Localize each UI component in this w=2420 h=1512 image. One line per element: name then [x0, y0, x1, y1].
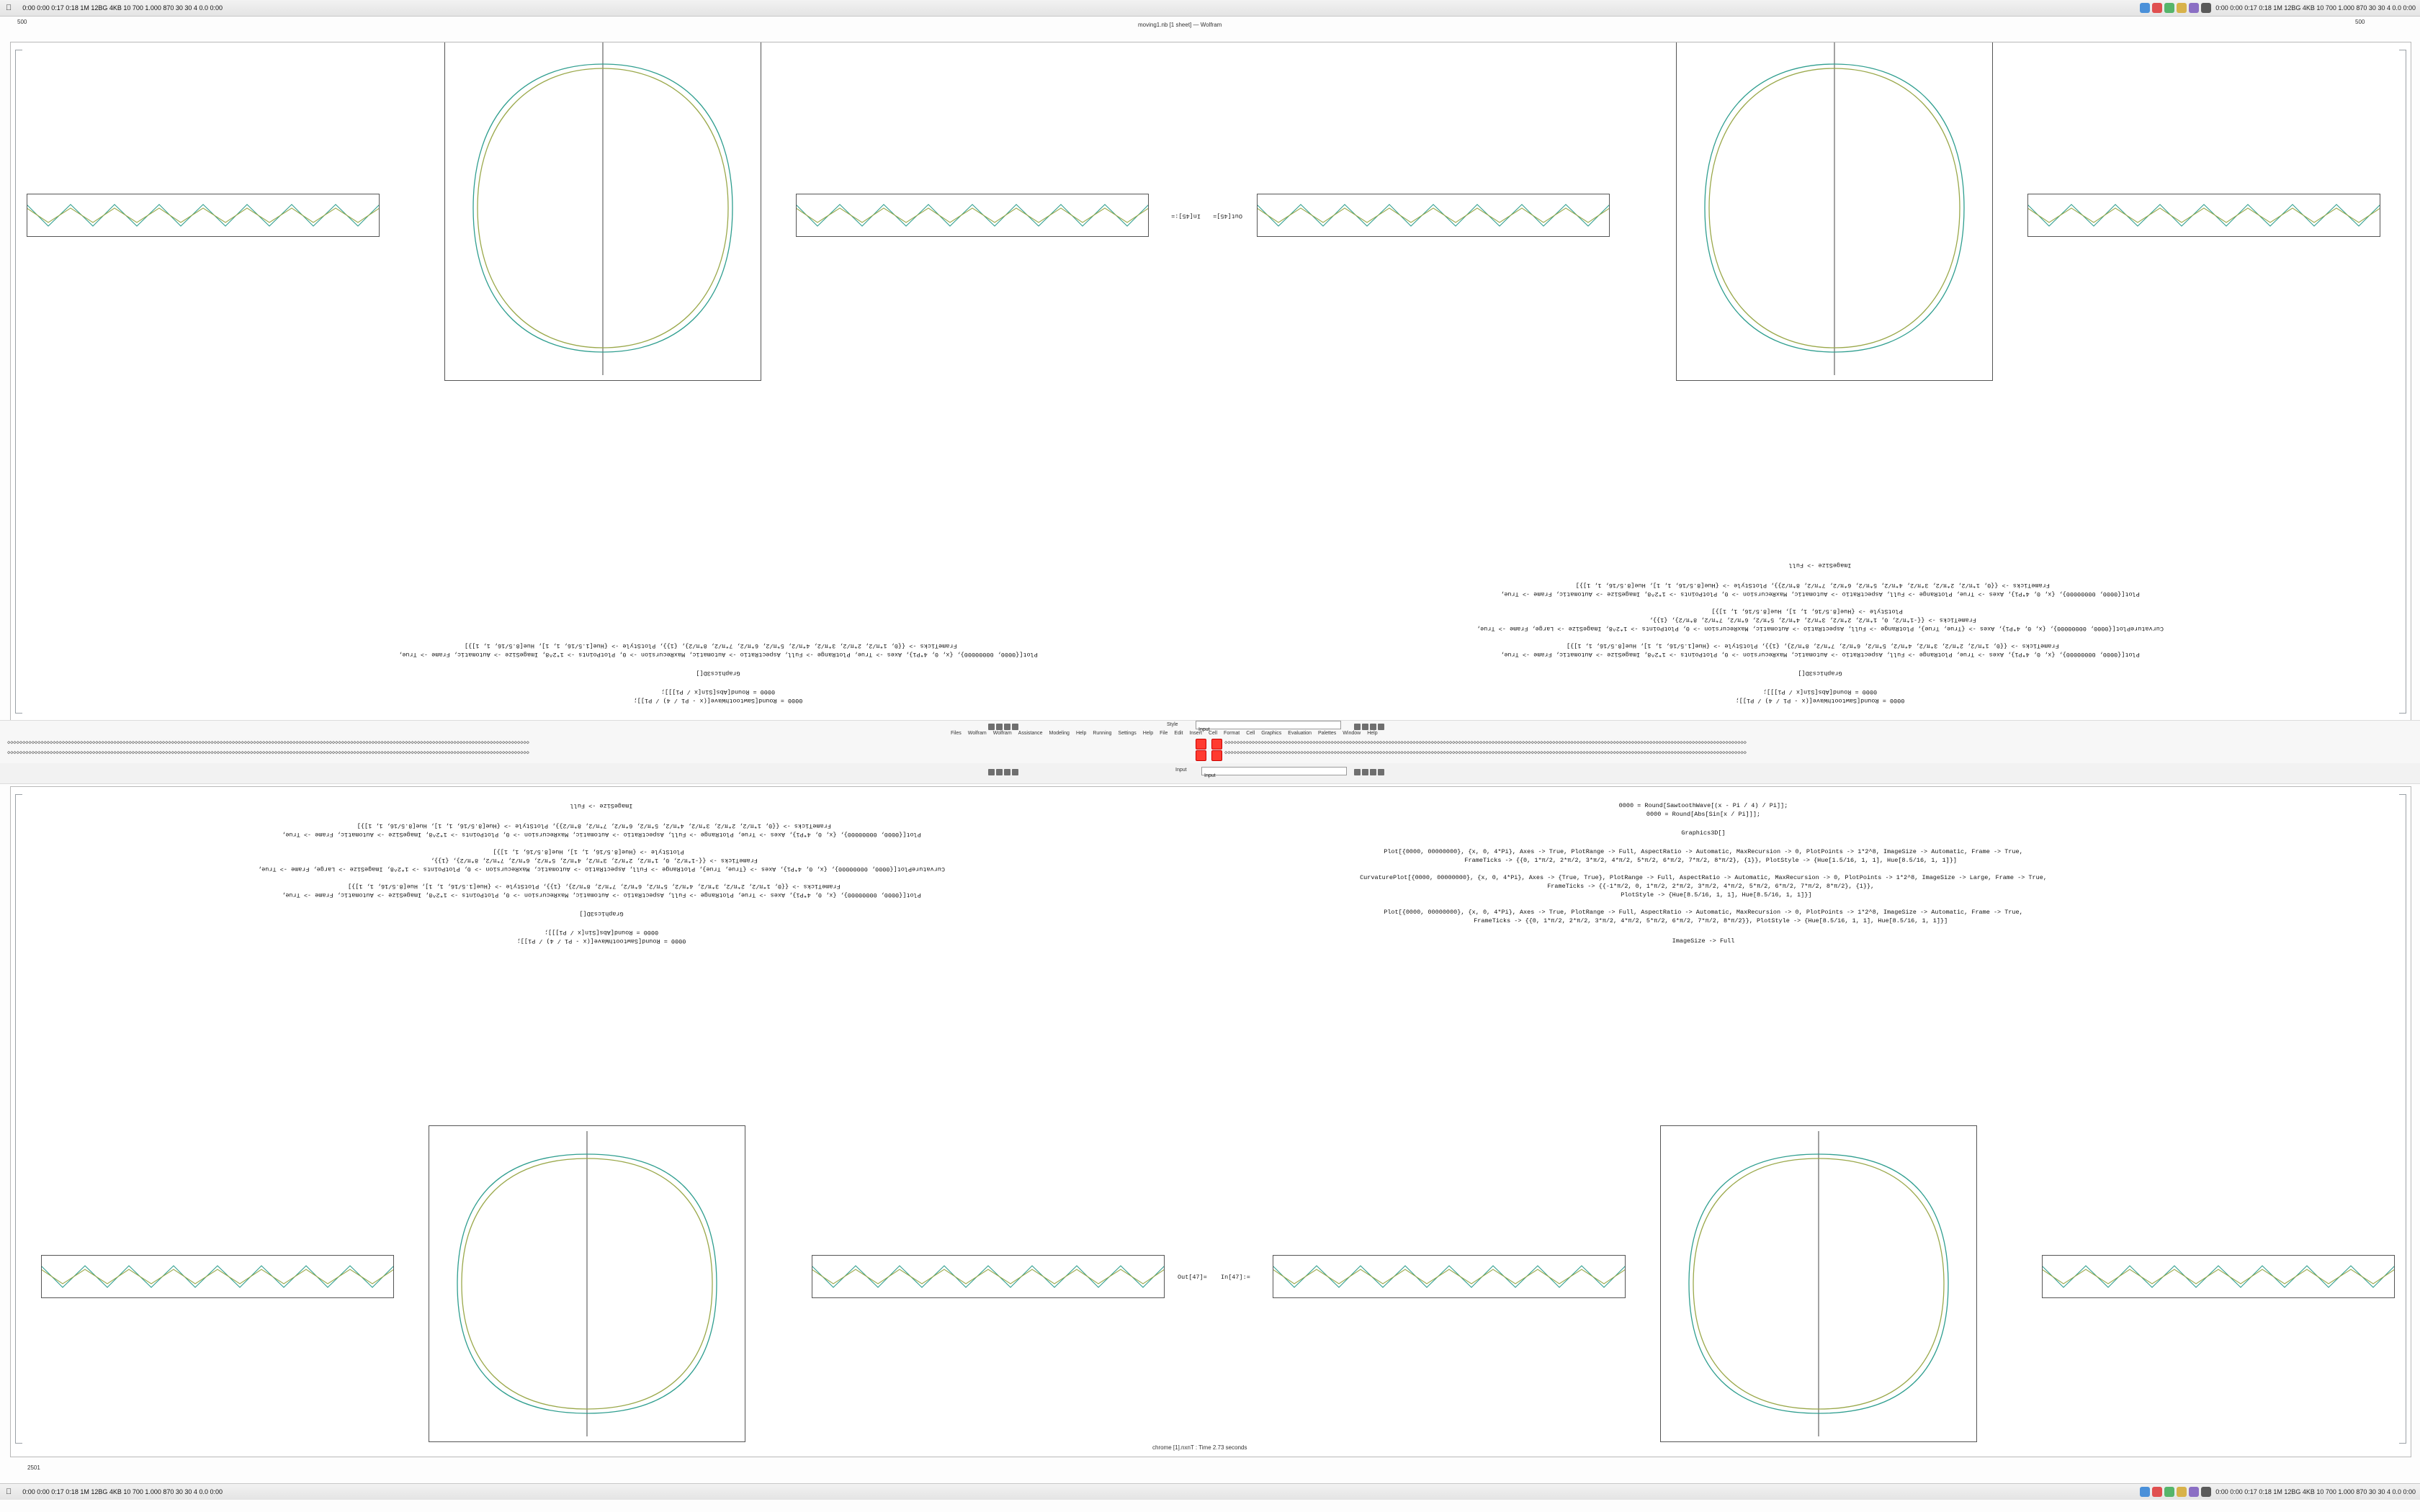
- bcode-left-l1: 0000 = Round[SawtoothWave[(x - Pi / 4) / Pi]];: [516, 937, 686, 945]
- mid-menu-2[interactable]: Wolfram: [992, 731, 1012, 736]
- sawtooth-plot-3[interactable]: [796, 194, 1149, 237]
- tray-icon-2[interactable]: [2152, 3, 2162, 13]
- input-field[interactable]: [1201, 767, 1347, 778]
- code-left-l13: Plot[{0000, 00000000}, {x, 0, 4*Pi}, Axes -> True, PlotRange -> Full, AspectRatio -> Automatic, MaxRecursion -> 0, PlotPoints -> 1*2^8, ImageSize -> Automatic, Frame -> True,: [1500, 590, 2140, 598]
- squircle-plot-3[interactable]: [429, 1125, 745, 1442]
- glyph-strip-left-2: ◇◇◇◇◇◇◇◇◇◇◇◇◇◇◇◇◇◇◇◇◇◇◇◇◇◇◇◇◇◇◇◇◇◇◇◇◇◇◇◇◇◇◇◇◇◇◇◇◇◇◇◇◇◇◇◇◇◇◇◇◇◇◇◇◇◇◇◇◇◇◇◇◇◇◇◇◇◇◇◇◇◇◇◇◇◇◇◇◇◇◇◇◇◇◇◇◇◇◇◇◇◇◇◇◇◇◇◇◇◇◇◇◇◇◇◇◇◇◇◇◇◇◇◇◇◇◇◇◇◇◇◇◇◇◇◇◇◇◇◇◇◇◇◇◇◇◇◇◇◇◇◇◇◇◇◇◇◇◇◇◇◇◇◇◇◇◇◇◇◇◇◇: [7, 750, 529, 756]
- bcode-right-l6: Plot[{0000, 00000000}, {x, 0, 4*Pi}, Axes -> True, PlotRange -> Full, AspectRatio -> Automatic, MaxRecursion -> 0, PlotPoints -> 1*2^8, ImageSize -> Automatic, Frame -> True,: [1384, 848, 2023, 855]
- squircle-plot-1[interactable]: [1676, 42, 1993, 381]
- bcode-left-l11: PlotStyle -> {Hue[8.5/16, 1, 1], Hue[8.5/16, 1, 1]}]: [493, 848, 710, 855]
- tray-icon-3[interactable]: [2164, 3, 2174, 13]
- tool2-square-5[interactable]: [1354, 769, 1361, 775]
- tool2-square-2[interactable]: [996, 769, 1003, 775]
- mid-menu-17[interactable]: Palettes: [1318, 731, 1337, 736]
- tool2-square-8[interactable]: [1378, 769, 1384, 775]
- mid-menu-4[interactable]: Modeling: [1049, 731, 1070, 736]
- bcode-right-l11: PlotStyle -> {Hue[8.5/16, 1, 1], Hue[8.5/16, 1, 1]}]: [1595, 891, 1812, 899]
- code-left-l7: FrameTicks -> {{0, 1*π/2, 2*π/2, 3*π/2, 4*π/2, 5*π/2, 6*π/2, 7*π/2, 8*π/2}, {1}}, PlotStyle -> {Hue[1.5/16, 1, 1], Hue[8.5/16, 1, 1]}]: [1567, 642, 2074, 649]
- bcode-right-l14: FrameTicks -> {{0, 1*π/2, 2*π/2, 3*π/2, 4*π/2, 5*π/2, 6*π/2, 7*π/2, 8*π/2}}, PlotStyle -> {Hue[8.5/16, 1, 1], Hue[8.5/16, 1, 1]}]: [1458, 917, 1948, 924]
- bcode-right-l2: 0000 = Round[Abs[Sin[x / Pi]]];: [1646, 811, 1761, 818]
- bottom-status-text: chrome [1].nxnT : Time 2.73 seconds: [1152, 1444, 1247, 1451]
- toolbar-squares-left[interactable]: [988, 722, 1018, 731]
- code-right-l2: 0000 = Round[Abs[Sin[x / Pi]]];: [660, 688, 776, 696]
- sawtooth-plot-2[interactable]: [1257, 194, 1610, 237]
- mid-menu-3[interactable]: Assistance: [1018, 731, 1043, 736]
- in-label-mid-1: In[45]:=: [1171, 212, 1201, 220]
- cell-bracket-right[interactable]: [2399, 50, 2406, 714]
- tool-square-4[interactable]: [1012, 724, 1018, 730]
- mid-menu-row-1[interactable]: [951, 731, 1378, 736]
- bcode-left-l10: FrameTicks -> {{-1*π/2, 0, 1*π/2, 2*π/2, 3*π/2, 4*π/2, 5*π/2, 6*π/2, 7*π/2, 8*π/2}, {1}},: [430, 857, 773, 864]
- bcode-right-l1: 0000 = Round[SawtoothWave[(x - Pi / 4) / Pi]];: [1618, 802, 1788, 809]
- bcode-left-l2: 0000 = Round[Abs[Sin[x / Pi]]];: [544, 929, 659, 936]
- sawtooth-plot-5[interactable]: [41, 1255, 394, 1298]
- selected-tool-cell-2[interactable]: [1211, 739, 1222, 750]
- code-left-l16: ImageSize -> Full: [1788, 562, 1852, 569]
- mid-menu-18[interactable]: Window: [1343, 731, 1361, 736]
- sawtooth-plot-7[interactable]: [1273, 1255, 1626, 1298]
- tool2-square-6[interactable]: [1362, 769, 1368, 775]
- style-label: Style: [1167, 722, 1178, 727]
- bcode-left-l6: Plot[{0000, 00000000}, {x, 0, 4*Pi}, Axes -> True, PlotRange -> Full, AspectRatio -> Automatic, MaxRecursion -> 0, PlotPoints -> 1*2^8, ImageSize -> Automatic, Frame -> True,: [282, 891, 921, 899]
- notebook-bottom-body: [11, 787, 2411, 1457]
- bcode-right-l7: FrameTicks -> {{0, 1*π/2, 2*π/2, 3*π/2, 4*π/2, 5*π/2, 6*π/2, 7*π/2, 8*π/2}, {1}}, PlotStyle -> {Hue[1.5/16, 1, 1], Hue[8.5/16, 1, 1]}]: [1450, 857, 1957, 864]
- squircle-plot-2[interactable]: [444, 42, 761, 381]
- tool-square-5[interactable]: [1354, 724, 1361, 730]
- mid-menu-19[interactable]: Help: [1367, 731, 1378, 736]
- code-cell-bottom-right[interactable]: [1235, 801, 2172, 945]
- sawtooth-plot-4[interactable]: [27, 194, 380, 237]
- middle-toolbar-band[interactable]: [0, 720, 2420, 765]
- bcode-left-l16: ImageSize -> Full: [570, 802, 633, 809]
- code-left-l2: 0000 = Round[Abs[Sin[x / Pi]]];: [1762, 688, 1878, 696]
- tool-square-1[interactable]: [988, 724, 995, 730]
- tool-square-7[interactable]: [1370, 724, 1376, 730]
- apple-menu-icon[interactable]: [0, 4, 17, 12]
- code-right-l7: FrameTicks -> {{0, 1*π/2, 2*π/2, 3*π/2, 4*π/2, 5*π/2, 6*π/2, 7*π/2, 8*π/2}, {1}}, PlotStyle -> {Hue[1.5/16, 1, 1], Hue[8.5/16, 1, 1]}]: [465, 642, 972, 649]
- sawtooth-plot-6[interactable]: [812, 1255, 1165, 1298]
- notebook-top[interactable]: [10, 42, 2411, 727]
- code-right-l6: Plot[{0000, 00000000}, {x, 0, 4*Pi}, Axes -> True, PlotRange -> Full, AspectRatio -> Automatic, MaxRecursion -> 0, PlotPoints -> 1*2^8, ImageSize -> Automatic, Frame -> True,: [398, 651, 1038, 658]
- dock-icon-mail[interactable]: [2152, 1487, 2162, 1497]
- out-label-bottom-mid: Out[47]=: [1178, 1274, 1207, 1281]
- menubar-right-info: 0:00 0:00 0:17 0:18 1M 12BG 4KB 10 700 1.000 870 30 30 4 0.0 0:00: [2215, 4, 2416, 12]
- tray-icon-4[interactable]: [2177, 3, 2187, 13]
- secondary-toolbar[interactable]: [0, 763, 2420, 784]
- sawtooth-plot-1[interactable]: [2027, 194, 2380, 237]
- page-left-label: 500: [17, 19, 27, 25]
- in-label-bottom-mid: In[47]:=: [1221, 1274, 1250, 1281]
- bottom-menubar-right-info: 0:00 0:00 0:17 0:18 1M 12BG 4KB 10 700 1.000 870 30 30 4 0.0 0:00: [2215, 1488, 2416, 1495]
- apple-menu-icon-bottom[interactable]: [0, 1488, 17, 1496]
- bottom-menubar[interactable]: [0, 1483, 2420, 1500]
- cell-bracket-bottom-right[interactable]: [2399, 794, 2406, 1444]
- mid-menu-10[interactable]: Edit: [1174, 731, 1183, 736]
- dock-icon-terminal[interactable]: [2201, 1487, 2211, 1497]
- glyph-strip-left-1: ◇◇◇◇◇◇◇◇◇◇◇◇◇◇◇◇◇◇◇◇◇◇◇◇◇◇◇◇◇◇◇◇◇◇◇◇◇◇◇◇◇◇◇◇◇◇◇◇◇◇◇◇◇◇◇◇◇◇◇◇◇◇◇◇◇◇◇◇◇◇◇◇◇◇◇◇◇◇◇◇◇◇◇◇◇◇◇◇◇◇◇◇◇◇◇◇◇◇◇◇◇◇◇◇◇◇◇◇◇◇◇◇◇◇◇◇◇◇◇◇◇◇◇◇◇◇◇◇◇◇◇◇◇◇◇◇◇◇◇◇◇◇◇◇◇◇◇◇◇◇◇◇◇◇◇◇◇◇◇◇◇◇◇◇◇◇◇◇◇◇◇◇: [7, 740, 529, 746]
- style-select[interactable]: [1196, 721, 1341, 732]
- mid-menu-14[interactable]: Cell: [1246, 731, 1255, 736]
- bcode-left-l13: Plot[{0000, 00000000}, {x, 0, 4*Pi}, Axes -> True, PlotRange -> Full, AspectRatio -> Automatic, MaxRecursion -> 0, PlotPoints -> 1*2^8, ImageSize -> Automatic, Frame -> True,: [282, 831, 921, 838]
- bcode-right-l10: FrameTicks -> {{-1*π/2, 0, 1*π/2, 2*π/2, 3*π/2, 4*π/2, 5*π/2, 6*π/2, 7*π/2, 8*π/2}, {1}},: [1532, 883, 1875, 890]
- page-bottom-label: 2501: [27, 1464, 40, 1471]
- menubar-clock: 0:00 0:00 0:17 0:18 1M 12BG 4KB 10 700 1.000 870 30 30 4 0.0 0:00: [17, 4, 217, 12]
- squircle-plot-4[interactable]: [1660, 1125, 1977, 1442]
- dock-icon-finder[interactable]: [2140, 1487, 2150, 1497]
- toolbar-squares-right[interactable]: [1354, 722, 1384, 731]
- bcode-right-l4: Graphics3D[]: [1681, 829, 1726, 837]
- selected-tool-cell-4[interactable]: [1211, 750, 1222, 761]
- mid-menu-8[interactable]: Help: [1142, 731, 1154, 736]
- mid-menu-15[interactable]: Graphics: [1261, 731, 1282, 736]
- cell-bracket-left[interactable]: [15, 50, 22, 714]
- bottom-tray[interactable]: [2140, 1487, 2420, 1497]
- bottom-tray-icons[interactable]: [2140, 1487, 2211, 1497]
- toolbar2-squares-right[interactable]: [1354, 768, 1384, 776]
- notebook-bottom[interactable]: [10, 786, 2411, 1457]
- top-menubar[interactable]: [0, 0, 2420, 17]
- bcode-right-l13: Plot[{0000, 00000000}, {x, 0, 4*Pi}, Axes -> True, PlotRange -> Full, AspectRatio -> Automatic, MaxRecursion -> 0, PlotPoints -> 1*2^8, ImageSize -> Automatic, Frame -> True,: [1384, 909, 2023, 916]
- glyph-strip-right-2: ◇◇◇◇◇◇◇◇◇◇◇◇◇◇◇◇◇◇◇◇◇◇◇◇◇◇◇◇◇◇◇◇◇◇◇◇◇◇◇◇◇◇◇◇◇◇◇◇◇◇◇◇◇◇◇◇◇◇◇◇◇◇◇◇◇◇◇◇◇◇◇◇◇◇◇◇◇◇◇◇◇◇◇◇◇◇◇◇◇◇◇◇◇◇◇◇◇◇◇◇◇◇◇◇◇◇◇◇◇◇◇◇◇◇◇◇◇◇◇◇◇◇◇◇◇◇◇◇◇◇◇◇◇◇◇◇◇◇◇◇◇◇◇◇◇◇◇◇◇◇◇◇◇◇◇◇◇◇◇◇◇◇◇◇◇◇◇◇◇◇◇◇: [1224, 750, 1747, 756]
- mid-menu-7[interactable]: Settings: [1118, 731, 1137, 736]
- style-select-value: Input: [1198, 727, 1210, 732]
- tray-icon-6[interactable]: [2201, 3, 2211, 13]
- tool2-square-3[interactable]: [1004, 769, 1010, 775]
- glyph-strip-right-1: ◇◇◇◇◇◇◇◇◇◇◇◇◇◇◇◇◇◇◇◇◇◇◇◇◇◇◇◇◇◇◇◇◇◇◇◇◇◇◇◇◇◇◇◇◇◇◇◇◇◇◇◇◇◇◇◇◇◇◇◇◇◇◇◇◇◇◇◇◇◇◇◇◇◇◇◇◇◇◇◇◇◇◇◇◇◇◇◇◇◇◇◇◇◇◇◇◇◇◇◇◇◇◇◇◇◇◇◇◇◇◇◇◇◇◇◇◇◇◇◇◇◇◇◇◇◇◇◇◇◇◇◇◇◇◇◇◇◇◇◇◇◇◇◇◇◇◇◇◇◇◇◇◇◇◇◇◇◇◇◇◇◇◇◇◇◇◇◇◇◇◇◇: [1224, 740, 1747, 746]
- tool-square-2[interactable]: [996, 724, 1003, 730]
- sawtooth-plot-8[interactable]: [2042, 1255, 2395, 1298]
- tool2-square-1[interactable]: [988, 769, 995, 775]
- bcode-right-l9: CurvaturePlot[{0000, 00000000}, {x, 0, 4*Pi}, Axes -> {True, True}, PlotRange -> Full, AspectRatio -> Automatic, MaxRecursion -> 0, PlotPoints -> 1*2^8, ImageSize -> Large, Frame -> True,: [1360, 874, 2047, 881]
- code-cell-right[interactable]: [250, 630, 1186, 705]
- mid-menu-12[interactable]: Cell: [1208, 731, 1218, 736]
- window-title: moving1.nb [1 sheet] — Wolfram: [1138, 22, 1222, 28]
- code-left-l11: PlotStyle -> {Hue[8.5/16, 1, 1], Hue[8.5/16, 1, 1]}]: [1711, 608, 1929, 615]
- mid-menu-6[interactable]: Running: [1093, 731, 1112, 736]
- page-right-label: 500: [2355, 19, 2365, 25]
- code-left-l14: FrameTicks -> {{0, 1*π/2, 2*π/2, 3*π/2, 4*π/2, 5*π/2, 6*π/2, 7*π/2, 8*π/2}}, PlotStyle -> {Hue[8.5/16, 1, 1], Hue[8.5/16, 1, 1]}]: [1575, 582, 2065, 589]
- bcode-left-l4: Graphics3D[]: [579, 910, 624, 917]
- out-label-mid-1: Out[45]=: [1213, 212, 1242, 220]
- mid-menu-0[interactable]: Files: [951, 731, 962, 736]
- tool2-square-7[interactable]: [1370, 769, 1376, 775]
- bcode-left-l14: FrameTicks -> {{0, 1*π/2, 2*π/2, 3*π/2, 4*π/2, 5*π/2, 6*π/2, 7*π/2, 8*π/2}}, PlotStyle -> {Hue[8.5/16, 1, 1], Hue[8.5/16, 1, 1]}]: [357, 822, 846, 829]
- code-left-l9: CurvaturePlot[{0000, 00000000}, {x, 0, 4*Pi}, Axes -> {True, True}, PlotRange -> Full, AspectRatio -> Automatic, MaxRecursion -> 0, PlotPoints -> 1*2^8, ImageSize -> Large, Frame -> True,: [1476, 625, 2164, 632]
- notebook-top-body: [11, 42, 2411, 726]
- mid-menu-1[interactable]: Wolfram: [967, 731, 987, 736]
- mid-menu-13[interactable]: Format: [1224, 731, 1240, 736]
- bcode-left-l7: FrameTicks -> {{0, 1*π/2, 2*π/2, 3*π/2, 4*π/2, 5*π/2, 6*π/2, 7*π/2, 8*π/2}, {1}}, PlotStyle -> {Hue[1.5/16, 1, 1], Hue[8.5/16, 1, 1]}]: [348, 883, 855, 890]
- dock-icon-music[interactable]: [2177, 1487, 2187, 1497]
- code-right-l1: 0000 = Round[SawtoothWave[(x - Pi / 4) / Pi]];: [633, 697, 803, 704]
- toolbar2-squares-left[interactable]: [988, 768, 1018, 776]
- code-cell-bottom-left[interactable]: [248, 801, 954, 945]
- tool2-square-4[interactable]: [1012, 769, 1018, 775]
- code-left-l10: FrameTicks -> {{-1*π/2, 0, 1*π/2, 2*π/2, 3*π/2, 4*π/2, 5*π/2, 6*π/2, 7*π/2, 8*π/2}, {1}},: [1649, 616, 1991, 624]
- tray-icons[interactable]: [2140, 3, 2211, 13]
- mid-menu-11[interactable]: Insert: [1189, 731, 1202, 736]
- mid-menu-9[interactable]: File: [1160, 731, 1168, 736]
- dock-icon-notes[interactable]: [2164, 1487, 2174, 1497]
- code-cell-left[interactable]: [1467, 561, 2173, 705]
- tool-square-3[interactable]: [1004, 724, 1010, 730]
- code-right-l4: Graphics3D[]: [696, 670, 740, 677]
- menubar-tray[interactable]: [2140, 3, 2420, 13]
- cell-bracket-bottom-left[interactable]: [15, 794, 22, 1444]
- tool-square-6[interactable]: [1362, 724, 1368, 730]
- code-left-l6: Plot[{0000, 00000000}, {x, 0, 4*Pi}, Axes -> True, PlotRange -> Full, AspectRatio -> Automatic, MaxRecursion -> 0, PlotPoints -> 1*2^8, ImageSize -> Automatic, Frame -> True,: [1500, 651, 2140, 658]
- tool-square-8[interactable]: [1378, 724, 1384, 730]
- input-field-value: Input: [1204, 773, 1216, 778]
- bottom-menubar-clock: 0:00 0:00 0:17 0:18 1M 12BG 4KB 10 700 1.000 870 30 30 4 0.0 0:00: [17, 1488, 217, 1495]
- tray-icon-5[interactable]: [2189, 3, 2199, 13]
- mid-menu-16[interactable]: Evaluation: [1288, 731, 1312, 736]
- selected-tool-cell-3[interactable]: [1196, 750, 1206, 761]
- selected-tool-cell-1[interactable]: [1196, 739, 1206, 750]
- mid-menu-5[interactable]: Help: [1075, 731, 1087, 736]
- tray-icon-1[interactable]: [2140, 3, 2150, 13]
- bcode-right-l16: ImageSize -> Full: [1672, 937, 1735, 945]
- input-label-left: Input: [1175, 768, 1187, 773]
- bcode-left-l9: CurvaturePlot[{0000, 00000000}, {x, 0, 4*Pi}, Axes -> {True, True}, PlotRange -> Full, AspectRatio -> Automatic, MaxRecursion -> 0, PlotPoints -> 1*2^8, ImageSize -> Large, Frame -> True,: [258, 865, 945, 873]
- code-left-l4: Graphics3D[]: [1798, 670, 1842, 677]
- dock-icon-wolfram[interactable]: [2189, 1487, 2199, 1497]
- code-left-l1: 0000 = Round[SawtoothWave[(x - Pi / 4) / Pi]];: [1735, 697, 1905, 704]
